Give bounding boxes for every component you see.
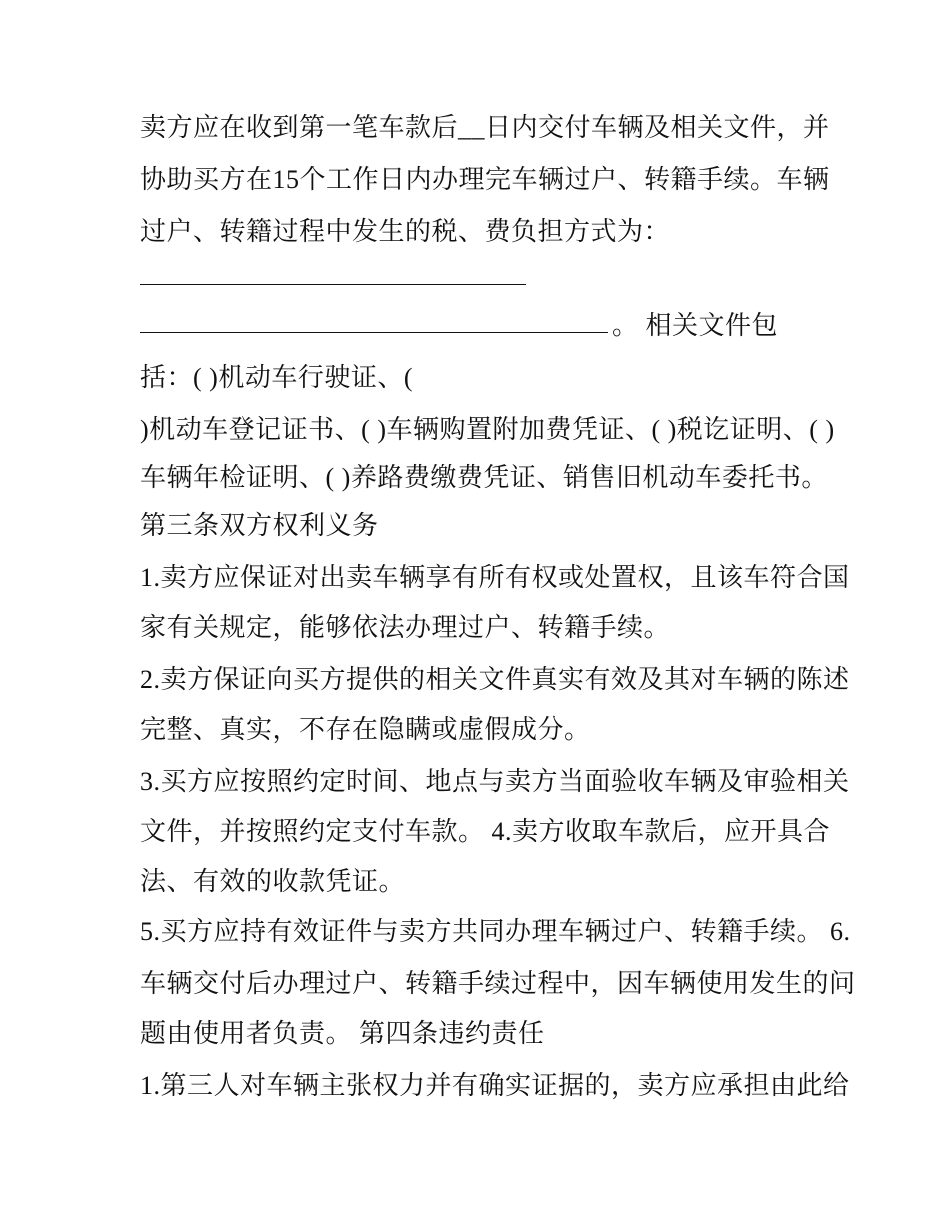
text-line: 。 相关文件包 (612, 311, 779, 340)
text-line: 2.卖方保证向买方提供的相关文件真实有效及其对车辆的陈述 (140, 665, 850, 694)
text-line: 1.第三人对车辆主张权力并有确实证据的，卖方应承担由此给 (140, 1071, 850, 1100)
text-line: 3.买方应按照约定时间、地点与卖方当面验收车辆及审验相关 (140, 767, 850, 796)
blank-underline (140, 332, 608, 333)
section-heading: 第三条双方权利义务 (140, 511, 379, 540)
text-line: 协助买方在15个工作日内办理完车辆过户、转籍手续。车辆 (140, 165, 830, 194)
text-line: 车辆交付后办理过户、转籍手续过程中，因车辆使用发生的问 (140, 969, 856, 998)
text-line: 车辆年检证明、( )养路费缴费凭证、销售旧机动车委托书。 (140, 463, 828, 492)
text-line: 题由使用者负责。 第四条违约责任 (140, 1019, 545, 1048)
text-line: )机动车登记证书、( )车辆购置附加费凭证、( )税讫证明、( ) (140, 415, 835, 444)
text-line: 1.卖方应保证对出卖车辆享有所有权或处置权，且该车符合国 (140, 563, 850, 592)
blank-underline (140, 284, 526, 285)
text-line: 5.买方应持有效证件与卖方共同办理车辆过户、转籍手续。 6. (140, 917, 851, 946)
text-line: 括：( )机动车行驶证、( (140, 363, 413, 392)
text-line: 过户、转籍过程中发生的税、费负担方式为： (140, 217, 671, 246)
text-line: 完整、真实，不存在隐瞒或虚假成分。 (140, 715, 591, 744)
text-line: 家有关规定，能够依法办理过户、转籍手续。 (140, 613, 671, 642)
text-line: 卖方应在收到第一笔车款后__日内交付车辆及相关文件，并 (140, 113, 830, 142)
text-line: 法、有效的收款凭证。 (140, 867, 406, 896)
text-line: 文件，并按照约定支付车款。 4.卖方收取车款后，应开具合 (140, 817, 831, 846)
